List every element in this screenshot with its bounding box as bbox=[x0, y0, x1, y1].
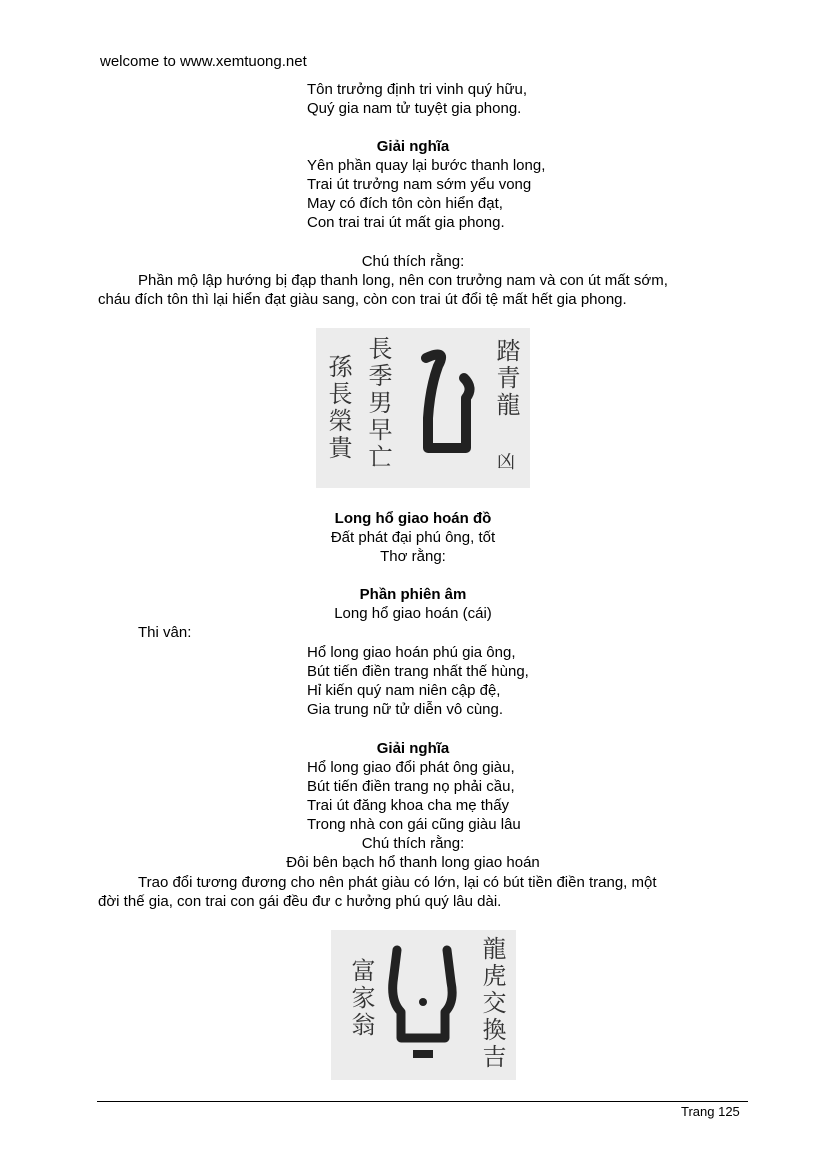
feng-shui-diagram-image bbox=[331, 930, 516, 1080]
verse-line: Quý gia nam tử tuyệt gia phong. bbox=[307, 100, 522, 117]
meaning-line: Trai út đăng khoa cha mẹ thấy bbox=[307, 797, 510, 814]
caption-left: 富家翁 bbox=[347, 958, 375, 1039]
meaning-heading: Giải nghĩa bbox=[376, 138, 450, 155]
poem-intro: Thơ rằng: bbox=[380, 548, 446, 565]
meaning-line: Trai út trưởng nam sớm yểu vong bbox=[307, 176, 532, 193]
meaning-line: Hổ long giao đổi phát ông giàu, bbox=[307, 759, 515, 776]
caption-middle: 長季男早亡 bbox=[364, 336, 392, 471]
section-subtitle: Đất phát đại phú ông, tốt bbox=[330, 529, 496, 546]
verse-line: Hổ long giao hoán phú gia ông, bbox=[307, 644, 516, 661]
verdict-mark: 凶 bbox=[494, 452, 515, 473]
meaning-line: Yên phần quay lại bước thanh long, bbox=[307, 157, 546, 174]
verse-line: Hỉ kiến quý nam niên cập đệ, bbox=[307, 682, 501, 699]
verse-line: Tôn trưởng định tri vinh quý hữu, bbox=[307, 81, 528, 98]
verse-line: Bút tiến điền trang nhất thế hùng, bbox=[307, 663, 529, 680]
note-heading: Chú thích rằng: bbox=[361, 835, 465, 852]
page-number: Trang 125 bbox=[681, 1104, 740, 1119]
note-subheading: Đôi bên bạch hổ thanh long giao hoán bbox=[286, 854, 540, 871]
caption-left: 孫長榮貴 bbox=[324, 354, 352, 462]
note-paragraph-line: cháu đích tôn thì lại hiển đạt giàu sang, còn con trai út đổi tệ mất hết gia phong. bbox=[98, 291, 627, 308]
grave-shape-icon bbox=[408, 348, 478, 468]
meaning-line: Con trai trai út mất gia phong. bbox=[307, 214, 505, 231]
section-title: Long hổ giao hoán đồ bbox=[334, 510, 492, 527]
note-heading: Chú thích rằng: bbox=[361, 253, 465, 270]
meaning-line: Trong nhà con gái cũng giàu lâu bbox=[307, 816, 521, 833]
thi-van-label: Thi vân: bbox=[138, 624, 192, 641]
footer-rule bbox=[97, 1101, 748, 1102]
meaning-line: May có đích tôn còn hiển đạt, bbox=[307, 195, 503, 212]
verse-line: Gia trung nữ tử diễn vô cùng. bbox=[307, 701, 504, 718]
caption-right: 龍虎交換吉 bbox=[478, 936, 506, 1071]
site-welcome: welcome to www.xemtuong.net bbox=[100, 53, 307, 70]
note-paragraph-line: Phần mộ lập hướng bị đạp thanh long, nên con trưởng nam và con út mất sớm, bbox=[138, 272, 668, 289]
meaning-heading: Giải nghĩa bbox=[376, 740, 450, 757]
phonetic-subtitle: Long hổ giao hoán (cái) bbox=[334, 605, 492, 622]
phonetic-heading: Phần phiên âm bbox=[359, 586, 467, 603]
caption-right: 踏青龍 bbox=[492, 338, 520, 419]
feng-shui-diagram-image bbox=[316, 328, 530, 488]
note-paragraph-line: Trao đổi tương đương cho nên phát giàu có lớn, lại có bút tiền điền trang, một bbox=[138, 874, 657, 891]
note-paragraph-line: đời thế gia, con trai con gái đều đư c hưởng phú quý lâu dài. bbox=[98, 893, 502, 910]
grave-shape-icon bbox=[385, 942, 461, 1062]
meaning-line: Bút tiến điền trang nọ phải cầu, bbox=[307, 778, 515, 795]
